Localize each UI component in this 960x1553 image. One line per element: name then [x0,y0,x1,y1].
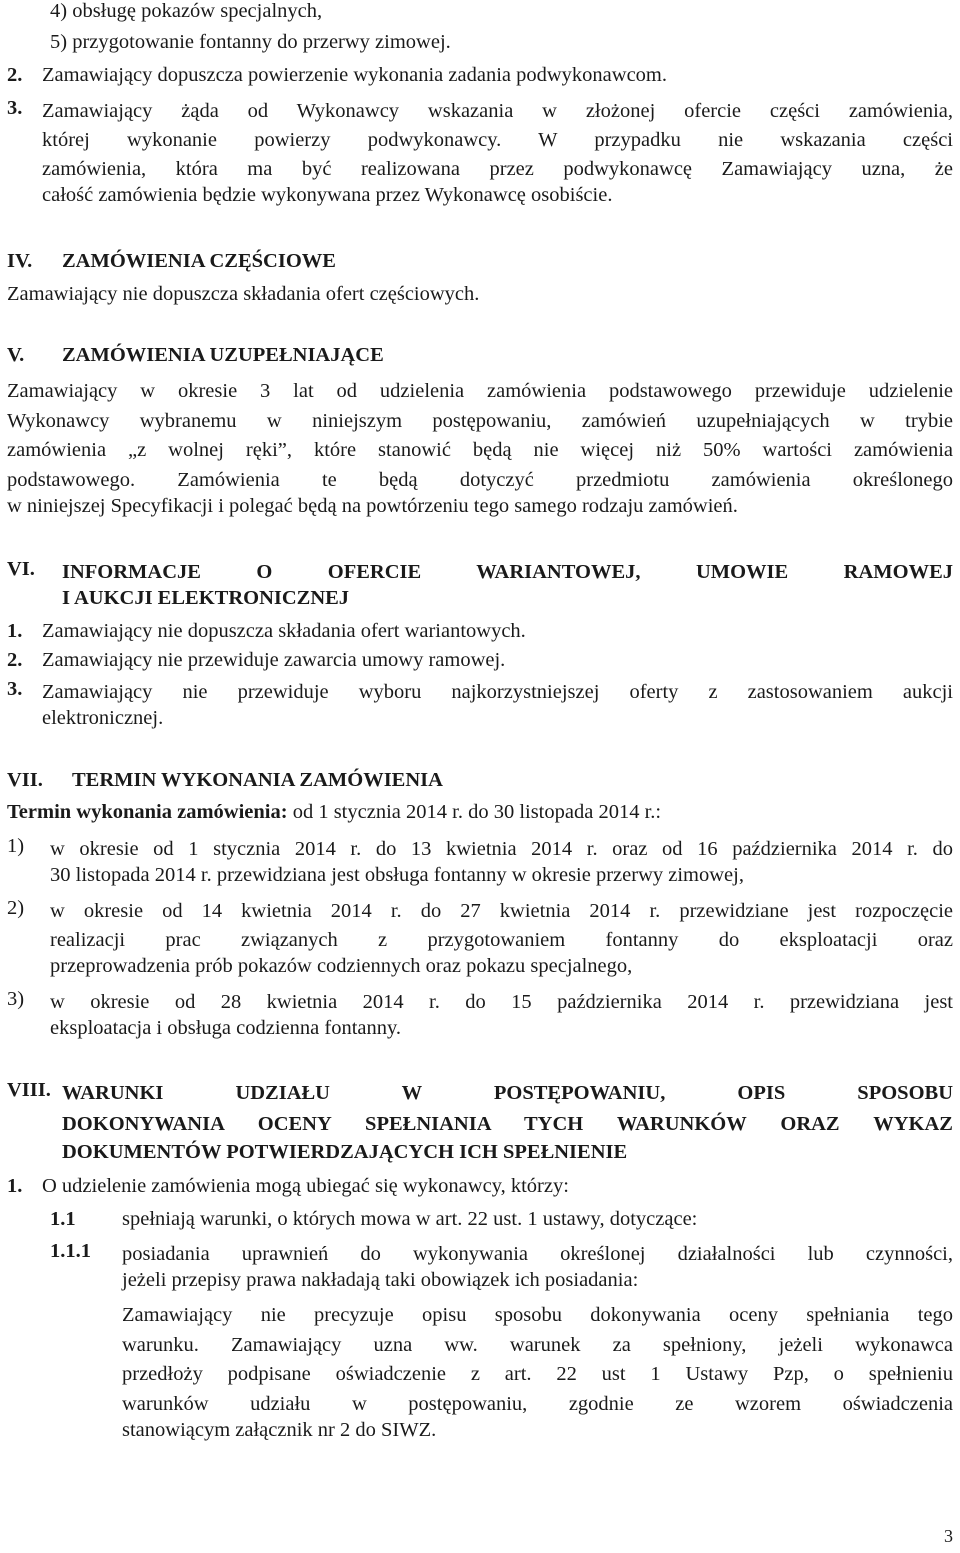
item-line: w okresie od 1 stycznia 2014 r. do 13 kwietnia 2014 r. oraz od 16 października 2014 r. do [50,838,953,860]
list-item-5: 5) przygotowanie fontanny do przerwy zimowej. [50,31,451,53]
item-line: 30 listopada 2014 r. przewidziana jest obsługa fontanny w okresie przerwy zimowej, [50,864,744,886]
paragraph-line: posiadania uprawnień do wykonywania określonej działalności lub czynności, [122,1243,953,1265]
description-line: warunku. Zamawiający uzna ww. warunek za spełniony, jeżeli wykonawca [122,1334,953,1356]
paragraph-line: całość zamówienia będzie wykonywana przez Wykonawcę osobiście. [42,184,613,206]
section-number: VIII. [7,1079,51,1101]
term-line [7,801,661,824]
section-line: Zamawiający w okresie 3 lat od udzielenia zamówienia podstawowego przewiduje udzielenie [7,380,953,402]
section-title: INFORMACJE O OFERCIE WARIANTOWEJ, UMOWIE RAMOWEJ [62,561,953,583]
item-line: w okresie od 28 kwietnia 2014 r. do 15 października 2014 r. przewidziana jest [50,991,953,1013]
section-title: ZAMÓWIENIA UZUPEŁNIAJĄCE [62,344,384,366]
term-label: Termin wykonania zamówienia: [7,801,288,823]
section-title: WARUNKI UDZIAŁU W POSTĘPOWANIU, OPIS SPOSOBU [62,1082,953,1104]
list-item-4: 4) obsługę pokazów specjalnych, [50,0,323,22]
item-text: elektronicznej. [42,707,164,729]
item-line: w okresie od 14 kwietnia 2014 r. do 27 kwietnia 2014 r. przewidziane jest rozpoczęcie [50,900,953,922]
item-number: 3) [7,988,25,1010]
paragraph-line: jeżeli przepisy prawa nakładają taki obowiązek ich posiadania: [122,1269,639,1291]
description-line: stanowiącym załącznik nr 2 do SIWZ. [122,1419,437,1441]
paragraph-text: O udzielenie zamówienia mogą ubiegać się wykonawcy, którzy: [42,1175,569,1197]
paragraph-text: spełniają warunki, o których mowa w art. 22 ust. 1 ustawy, dotyczące: [122,1208,698,1230]
section-title: DOKUMENTÓW POTWIERDZAJĄCYCH ICH SPEŁNIENIE [62,1141,628,1163]
section-line: w niniejszej Specyfikacji i polegać będą na powtórzeniu tego samego rodzaju zamówień. [7,495,738,517]
paragraph-number: 1. [7,1175,23,1197]
paragraph-line: której wykonanie powierzy podwykonawcy. W przypadku nie wskazania części [42,129,953,151]
item-line: realizacji prac związanych z przygotowaniem fontanny do eksploatacji oraz [50,929,953,951]
item-line: eksploatacja i obsługa codzienna fontanny. [50,1017,402,1039]
item-number: 2. [7,649,23,671]
section-line: podstawowego. Zamówienia te będą dotyczyć przedmiotu zamówienia określonego [7,469,953,491]
description-line: warunków udziału w postępowaniu, zgodnie ze wzorem oświadczenia [122,1393,953,1415]
section-title: DOKONYWANIA OCENY SPEŁNIANIA TYCH WARUNKÓW ORAZ WYKAZ [62,1113,953,1135]
paragraph-number: 2. [7,64,23,86]
paragraph-number: 3. [7,97,23,119]
item-text: Zamawiający nie przewiduje zawarcia umowy ramowej. [42,649,506,671]
item-number: 3. [7,678,23,700]
description-line: Zamawiający nie precyzuje opisu sposobu dokonywania oceny spełniania tego [122,1304,953,1326]
item-number: 2) [7,897,25,919]
description-line: przedłoży podpisane oświadczenie z art. 22 ust 1 Ustawy Pzp, o spełnieniu [122,1363,953,1385]
section-line: zamówienia „z wolnej ręki”, które stanowić będą nie więcej niż 50% wartości zamówienia [7,439,953,461]
paragraph-line: zamówienia, która ma być realizowana przez podwykonawcę Zamawiający uzna, że [42,158,953,180]
paragraph-number: 1.1 [50,1208,76,1230]
paragraph-number: 1.1.1 [50,1240,91,1262]
section-number: VI. [7,558,35,580]
section-number: IV. [7,250,33,272]
item-line: przeprowadzenia prób pokazów codziennych oraz pokazu specjalnego, [50,955,633,977]
item-text: Zamawiający nie przewiduje wyboru najkorzystniejszej oferty z zastosowaniem aukcji [42,681,953,703]
section-number: V. [7,344,25,366]
page-number: 3 [944,1526,953,1546]
section-title: TERMIN WYKONANIA ZAMÓWIENIA [72,769,443,791]
item-text: Zamawiający nie dopuszcza składania ofert wariantowych. [42,620,526,642]
paragraph-text: Zamawiający dopuszcza powierzenie wykonania zadania podwykonawcom. [42,64,667,86]
section-number: VII. [7,769,43,791]
paragraph-line: Zamawiający żąda od Wykonawcy wskazania w złożonej ofercie części zamówienia, [42,100,953,122]
item-number: 1. [7,620,23,642]
section-title: I AUKCJI ELEKTRONICZNEJ [62,587,350,609]
term-value: od 1 stycznia 2014 r. do 30 listopada 2014 r.: [287,801,662,823]
section-text: Zamawiający nie dopuszcza składania ofert częściowych. [7,283,480,305]
section-line: Wykonawcy wybranemu w niniejszym postępowaniu, zamówień uzupełniających w trybie [7,410,953,432]
section-title: ZAMÓWIENIA CZĘŚCIOWE [62,250,336,272]
item-number: 1) [7,835,25,857]
